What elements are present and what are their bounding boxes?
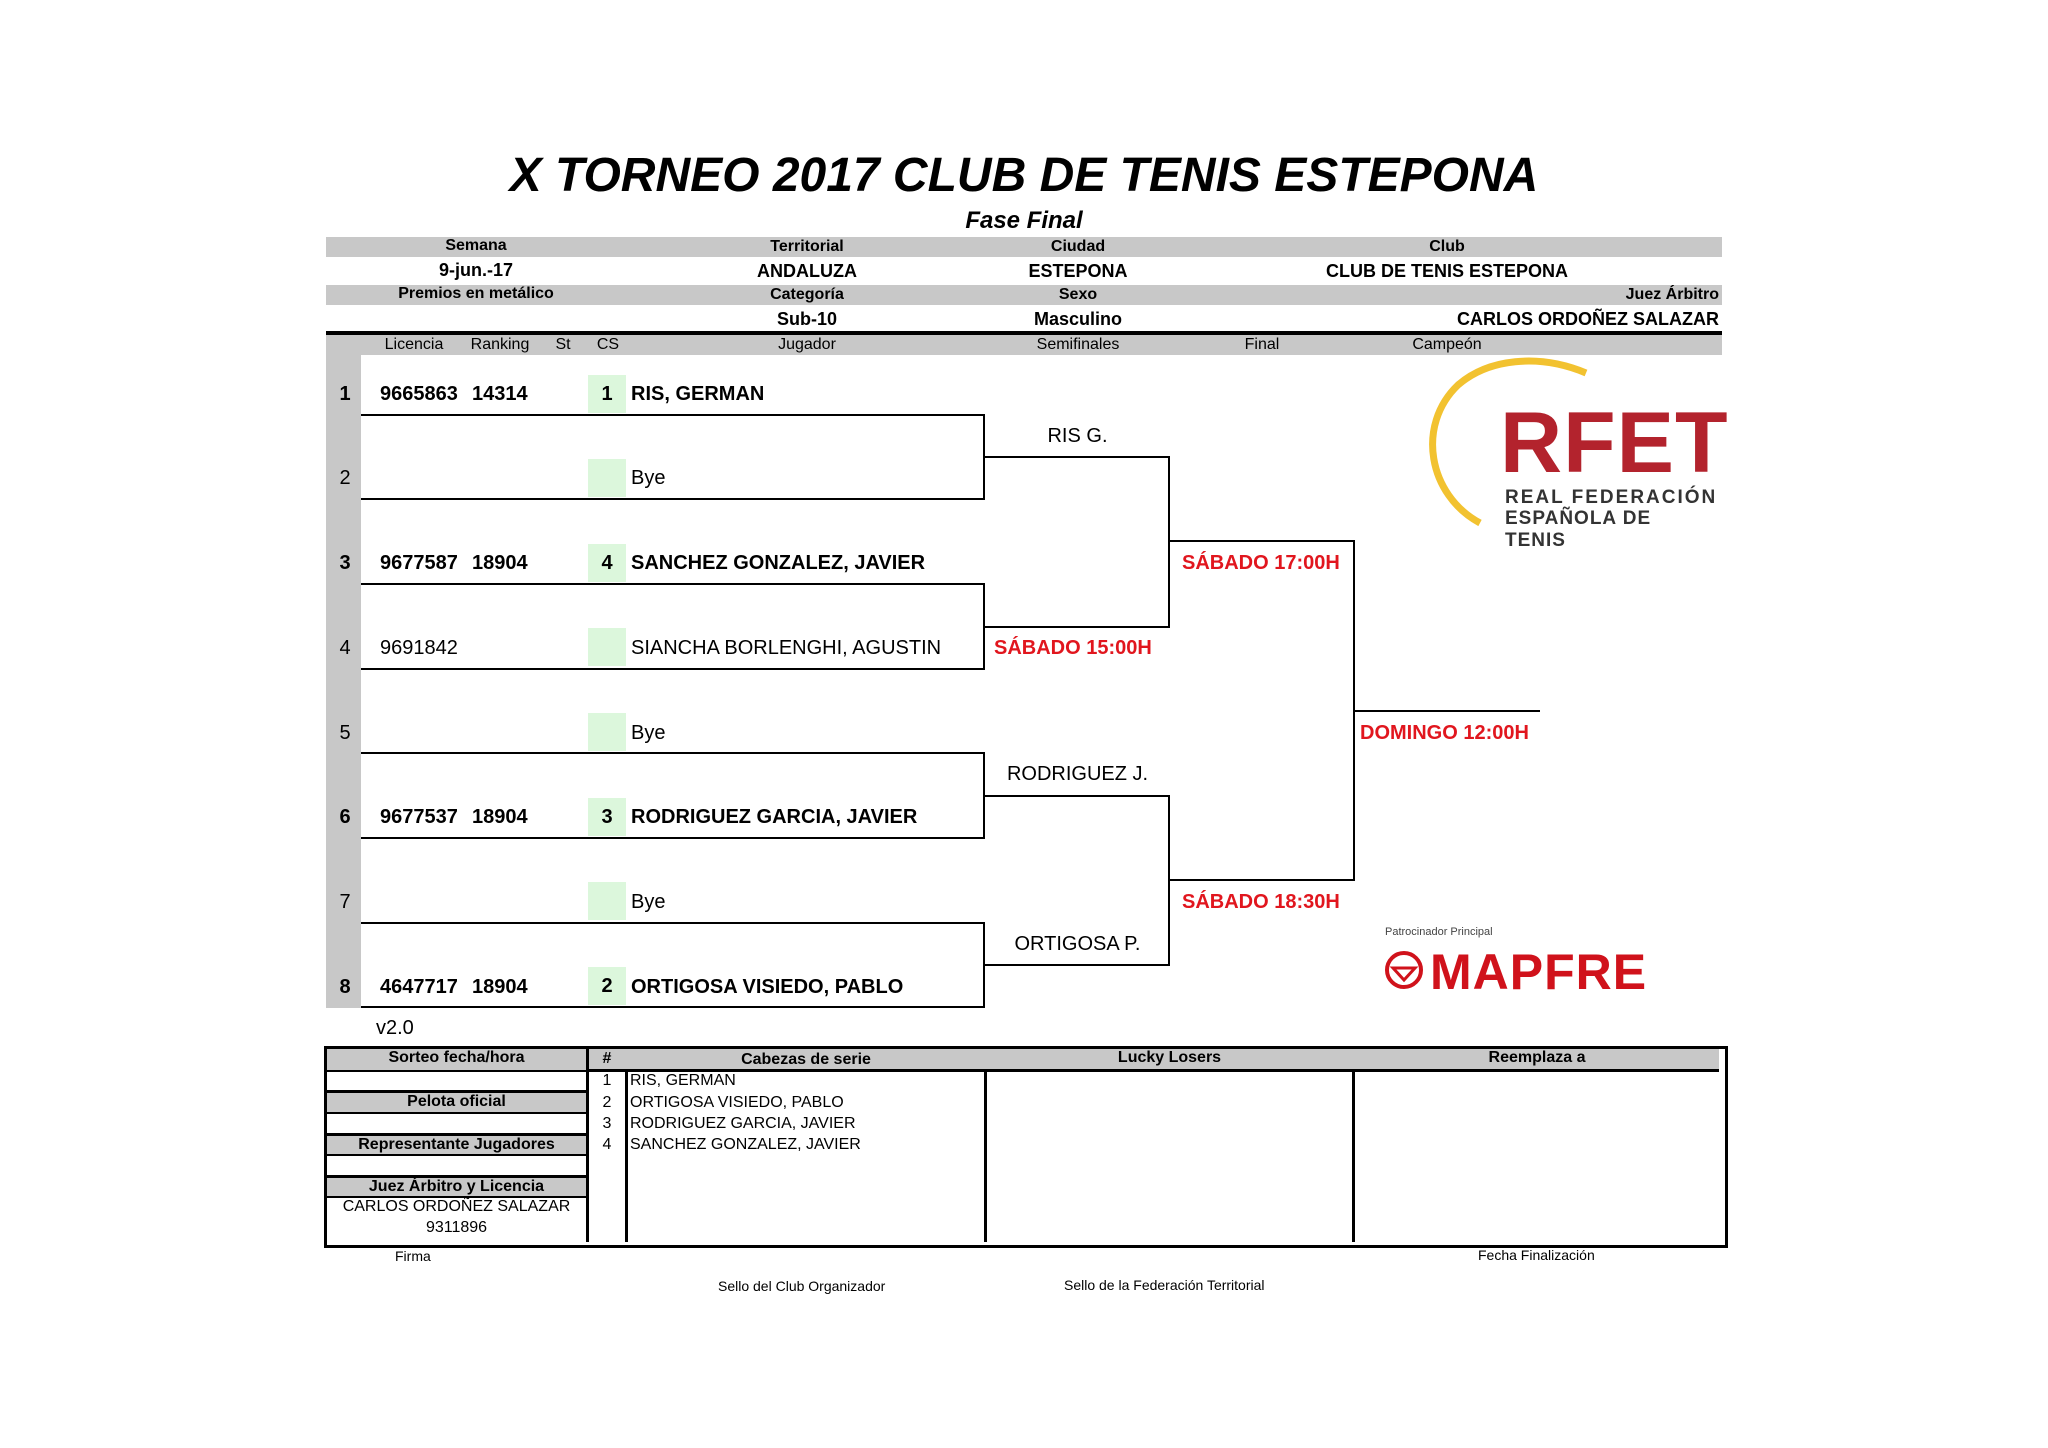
page-title: X TORNEO 2017 CLUB DE TENIS ESTEPONA — [509, 149, 1539, 202]
categoria-value: Sub-10 — [776, 309, 837, 329]
sponsor-caption: Patrocinador Principal — [1385, 926, 1493, 938]
footer-divider — [625, 1048, 628, 1242]
seed-cell — [588, 713, 626, 751]
seed-cell: 4 — [588, 544, 626, 582]
player-name: SIANCHA BORLENGHI, AGUSTIN — [631, 637, 942, 659]
seed-cell — [588, 628, 626, 666]
juez-licencia: 9311896 — [425, 1219, 488, 1236]
rfet-line1: REAL FEDERACIÓN — [1505, 487, 1718, 508]
sello-club-label: Sello del Club Organizador — [718, 1278, 886, 1294]
seed-number: 3 — [602, 1115, 612, 1132]
licencia: 9691842 — [380, 637, 458, 659]
col-ranking: Ranking — [470, 336, 530, 353]
licencia: 9677537 — [380, 806, 458, 828]
ranking: 14314 — [472, 383, 528, 405]
bracket-line — [1170, 879, 1355, 881]
seed-name: SANCHEZ GONZALEZ, JAVIER — [630, 1136, 861, 1153]
footer-divider — [1352, 1048, 1355, 1242]
draw-number: 3 — [339, 552, 351, 574]
bracket-line — [1355, 710, 1540, 712]
bracket-line — [361, 498, 985, 500]
round2-winner-1: RIS G. — [1047, 425, 1108, 447]
semifinal-time-2: SÁBADO 18:30H — [1182, 891, 1340, 913]
draw-number: 8 — [339, 976, 351, 998]
representante-field[interactable] — [327, 1156, 586, 1178]
player-name: SANCHEZ GONZALEZ, JAVIER — [631, 552, 926, 574]
round2-winner-4: ORTIGOSA P. — [1014, 933, 1141, 955]
draw-number: 1 — [339, 383, 351, 405]
col-cs: CS — [596, 336, 620, 353]
semana-label: Semana — [445, 237, 507, 254]
seed-cell — [588, 459, 626, 497]
club-value: CLUB DE TENIS ESTEPONA — [1325, 261, 1569, 281]
col-semifinales: Semifinales — [1036, 336, 1120, 353]
seed-cell: 3 — [588, 798, 626, 836]
territorial-value: ANDALUZA — [757, 261, 857, 281]
col-licencia: Licencia — [384, 336, 444, 353]
draw-number: 6 — [339, 806, 351, 828]
bracket-line — [361, 1006, 985, 1008]
licencia: 9665863 — [380, 383, 458, 405]
categoria-label: Categoría — [770, 286, 844, 303]
round2-winner-3: RODRIGUEZ J. — [1006, 763, 1149, 785]
col-campeon: Campeón — [1412, 336, 1482, 353]
licencia: 9677587 — [380, 552, 458, 574]
ranking: 18904 — [472, 552, 528, 574]
seeds-label: Cabezas de serie — [741, 1051, 871, 1068]
final-time: DOMINGO 12:00H — [1360, 722, 1529, 744]
seed-cell: 2 — [588, 967, 626, 1005]
player-name: RODRIGUEZ GARCIA, JAVIER — [631, 806, 918, 828]
juez-value: CARLOS ORDOÑEZ SALAZAR — [1457, 309, 1719, 329]
col-st: St — [555, 336, 571, 353]
ciudad-value: ESTEPONA — [1028, 261, 1128, 281]
bracket-line — [985, 456, 1170, 458]
semana-value: 9-jun.-17 — [438, 260, 513, 280]
footer-divider — [984, 1048, 987, 1242]
sexo-label: Sexo — [1058, 286, 1098, 303]
round2-time-2: SÁBADO 15:00H — [994, 637, 1152, 659]
seeds-hash-label: # — [602, 1050, 612, 1067]
pelota-field[interactable] — [327, 1114, 586, 1136]
seed-name: RIS, GERMAN — [630, 1072, 736, 1089]
seed-cell — [588, 882, 626, 920]
bracket-line — [985, 626, 1170, 628]
juez-licencia-label: Juez Árbitro y Licencia — [327, 1178, 586, 1198]
licencia: 4647717 — [380, 976, 458, 998]
version-label: v2.0 — [376, 1017, 414, 1039]
fecha-finalizacion-label: Fecha Finalización — [1478, 1247, 1595, 1263]
bracket-line — [985, 795, 1170, 797]
premios-label: Premios en metálico — [398, 285, 554, 302]
draw-number: 4 — [339, 637, 351, 659]
bracket-line — [361, 668, 985, 670]
draw-number: 2 — [339, 467, 351, 489]
player-name: ORTIGOSA VISIEDO, PABLO — [631, 976, 904, 998]
draw-number: 5 — [339, 722, 351, 744]
bracket-line — [361, 837, 985, 839]
seed-name: ORTIGOSA VISIEDO, PABLO — [630, 1094, 844, 1111]
mapfre-logo: MAPFRE — [1430, 944, 1648, 1000]
sexo-value: Masculino — [1033, 309, 1122, 329]
bracket-line — [1170, 540, 1355, 542]
bracket-line — [361, 414, 985, 416]
player-name: Bye — [631, 722, 666, 744]
bracket-line — [361, 583, 985, 585]
firma-label: Firma — [395, 1248, 431, 1264]
rfet-letters: RFET — [1500, 395, 1729, 491]
mapfre-emblem-icon — [1384, 950, 1424, 990]
bracket-line — [361, 752, 985, 754]
territorial-label: Territorial — [770, 238, 844, 255]
pelota-label: Pelota oficial — [327, 1093, 586, 1114]
sorteo-label: Sorteo fecha/hora — [327, 1049, 586, 1072]
draw-number: 7 — [339, 891, 351, 913]
juez-label: Juez Árbitro — [1625, 286, 1719, 303]
col-jugador: Jugador — [778, 336, 836, 353]
col-final: Final — [1244, 336, 1280, 353]
seed-number: 4 — [602, 1136, 612, 1153]
player-name: Bye — [631, 467, 666, 489]
ranking: 18904 — [472, 806, 528, 828]
rfet-line2: ESPAÑOLA DE TENIS — [1505, 508, 1652, 551]
sello-federacion-label: Sello de la Federación Territorial — [1064, 1277, 1265, 1293]
representante-label: Representante Jugadores — [327, 1136, 586, 1156]
seed-name: RODRIGUEZ GARCIA, JAVIER — [630, 1115, 856, 1132]
seed-cell: 1 — [588, 375, 626, 413]
rfet-logo — [1418, 355, 1729, 551]
header-rule — [326, 331, 1722, 335]
ciudad-label: Ciudad — [1050, 238, 1106, 255]
page-subtitle: Fase Final — [965, 207, 1083, 234]
ranking: 18904 — [472, 976, 528, 998]
seed-number: 2 — [602, 1094, 612, 1111]
reemplaza-label: Reemplaza a — [1488, 1049, 1586, 1066]
lucky-losers-label: Lucky Losers — [1117, 1049, 1222, 1066]
juez-name: CARLOS ORDOÑEZ SALAZAR — [342, 1198, 571, 1215]
club-label: Club — [1429, 238, 1465, 255]
semifinal-time-1: SÁBADO 17:00H — [1182, 552, 1340, 574]
bracket-line — [985, 964, 1170, 966]
bracket-line — [361, 922, 985, 924]
bracket-line — [1168, 456, 1170, 628]
sorteo-field[interactable] — [327, 1072, 586, 1093]
seed-number: 1 — [602, 1072, 612, 1089]
player-name: RIS, GERMAN — [631, 383, 765, 405]
player-name: Bye — [631, 891, 666, 913]
